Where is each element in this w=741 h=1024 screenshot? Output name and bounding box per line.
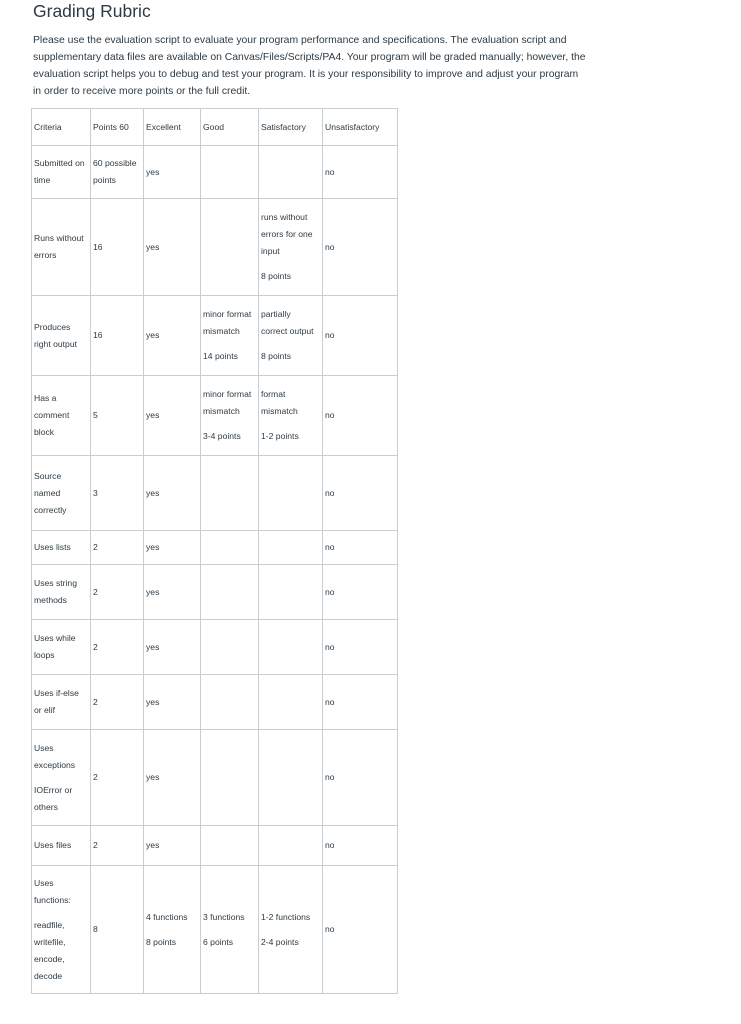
rubric-row: [32, 866, 398, 994]
cell-text: 5: [93, 410, 98, 420]
cell-text: or elif: [34, 705, 56, 715]
cell-text: minor format: [203, 389, 252, 399]
cell-text: Source: [34, 470, 62, 481]
good-cell: [201, 675, 259, 730]
rubric-header-row: [32, 109, 398, 146]
excellent-cell: [144, 146, 201, 199]
unsatisfactory-cell: [323, 199, 398, 296]
cell-text: 8 points: [146, 936, 177, 947]
rubric-row: [32, 376, 398, 456]
satisfactory-cell: [259, 296, 323, 376]
cell-text: 8 points: [261, 351, 292, 361]
cell-text: exceptions: [34, 759, 76, 770]
cell-text: yes: [146, 772, 160, 782]
cell-text: 2-4 points: [261, 936, 299, 947]
intro-paragraph: [33, 32, 633, 100]
cell-text: no: [325, 840, 335, 850]
good-cell: [201, 146, 259, 199]
cell-text: Uses lists: [34, 542, 71, 552]
excellent-cell: [144, 620, 201, 675]
cell-text: Uses while: [34, 633, 76, 643]
intro-line: evaluation script helps you to debug and test your program. It is your responsibility to improve and adjust your program: [33, 69, 579, 80]
satisfactory-cell: [259, 675, 323, 730]
header-unsatisfactory: Unsatisfactory: [323, 109, 398, 146]
satisfactory-cell: [259, 376, 323, 456]
cell-text: no: [325, 641, 335, 652]
cell-text: yes: [146, 166, 160, 177]
points-cell: [91, 146, 144, 199]
cell-text: 8 points: [261, 271, 292, 281]
cell-text: 4 functions: [146, 911, 188, 922]
points-cell: [91, 531, 144, 565]
excellent-cell: [144, 565, 201, 620]
excellent-cell: [144, 826, 201, 866]
excellent-cell: [144, 531, 201, 565]
satisfactory-cell: [259, 531, 323, 565]
header-criteria: Criteria: [32, 109, 91, 146]
criteria-cell: [32, 565, 91, 620]
cell-text: encode,: [34, 953, 65, 964]
unsatisfactory-cell: [323, 376, 398, 456]
rubric-row: [32, 296, 398, 376]
points-cell: [91, 730, 144, 826]
cell-text: 2: [93, 586, 98, 597]
cell-text: 16: [93, 241, 103, 252]
cell-text: functions:: [34, 894, 71, 905]
cell-text: mismatch: [203, 406, 240, 416]
cell-spacer: [261, 926, 320, 934]
cell-text: yes: [146, 241, 160, 252]
excellent-cell: [144, 866, 201, 994]
excellent-cell: [144, 296, 201, 376]
cell-text: input: [261, 246, 280, 256]
intro-line: supplementary data files are available on Canvas/Files/Scripts/PA4. Your program will be graded manually; however, the: [33, 52, 586, 63]
cell-text: minor format: [203, 309, 252, 319]
good-cell: [201, 565, 259, 620]
cell-text: no: [325, 410, 335, 420]
cell-text: yes: [146, 487, 160, 498]
rubric-row: [32, 620, 398, 675]
excellent-cell: [144, 675, 201, 730]
cell-text: no: [325, 487, 335, 498]
excellent-cell: [144, 730, 201, 826]
cell-text: yes: [146, 586, 160, 597]
cell-text: 16: [93, 330, 103, 340]
cell-text: 2: [93, 840, 98, 850]
cell-text: IOError or: [34, 784, 73, 795]
cell-text: others: [34, 801, 58, 812]
points-cell: [91, 376, 144, 456]
points-cell: [91, 296, 144, 376]
criteria-cell: [32, 866, 91, 994]
criteria-cell: [32, 456, 91, 531]
cell-text: 60 possible: [93, 158, 137, 168]
good-cell: [201, 620, 259, 675]
cell-text: 2: [93, 696, 98, 707]
cell-spacer: [34, 774, 88, 782]
criteria-cell: [32, 531, 91, 565]
cell-text: time: [34, 175, 51, 185]
rubric-table: [31, 108, 398, 994]
points-cell: [91, 675, 144, 730]
rubric-row: [32, 675, 398, 730]
intro-line: in order to receive more points or the full credit.: [33, 86, 251, 97]
cell-text: Uses if-else: [34, 688, 79, 698]
criteria-cell: [32, 146, 91, 199]
rubric-row: [32, 146, 398, 199]
unsatisfactory-cell: [323, 675, 398, 730]
satisfactory-cell: [259, 730, 323, 826]
unsatisfactory-cell: [323, 866, 398, 994]
criteria-cell: [32, 199, 91, 296]
cell-text: Uses: [34, 877, 54, 888]
criteria-cell: [32, 826, 91, 866]
satisfactory-cell: [259, 199, 323, 296]
cell-text: yes: [146, 330, 160, 340]
cell-text: no: [325, 542, 335, 552]
cell-text: Runs without: [34, 233, 84, 243]
cell-text: yes: [146, 641, 160, 652]
rubric-body: [32, 146, 398, 994]
good-cell: [201, 376, 259, 456]
good-cell: [201, 531, 259, 565]
cell-text: mismatch: [261, 406, 298, 416]
criteria-cell: [32, 620, 91, 675]
cell-text: Uses string: [34, 578, 77, 588]
cell-text: format: [261, 389, 286, 399]
good-cell: [201, 730, 259, 826]
cell-text: no: [325, 330, 335, 340]
cell-spacer: [34, 909, 88, 917]
rubric-row: [32, 531, 398, 565]
cell-spacer: [203, 340, 256, 348]
unsatisfactory-cell: [323, 531, 398, 565]
cell-text: errors: [34, 250, 57, 260]
unsatisfactory-cell: [323, 296, 398, 376]
satisfactory-cell: [259, 565, 323, 620]
cell-text: Submitted on: [34, 158, 85, 168]
cell-text: 6 points: [203, 936, 234, 947]
satisfactory-cell: [259, 146, 323, 199]
satisfactory-cell: [259, 620, 323, 675]
unsatisfactory-cell: [323, 146, 398, 199]
points-cell: [91, 199, 144, 296]
cell-text: loops: [34, 650, 55, 660]
good-cell: [201, 866, 259, 994]
cell-text: 8: [93, 924, 98, 934]
page-title: Grading Rubric: [33, 1, 151, 21]
cell-text: 3 functions: [203, 911, 245, 922]
cell-text: no: [325, 241, 335, 252]
cell-text: 2: [93, 772, 98, 782]
criteria-cell: [32, 296, 91, 376]
cell-spacer: [146, 926, 198, 934]
cell-text: methods: [34, 595, 67, 605]
criteria-cell: [32, 376, 91, 456]
points-cell: [91, 456, 144, 531]
cell-text: 3: [93, 487, 98, 498]
cell-text: errors for one: [261, 229, 313, 239]
satisfactory-cell: [259, 826, 323, 866]
cell-text: block: [34, 427, 55, 437]
cell-text: 2: [93, 542, 98, 552]
cell-text: yes: [146, 840, 160, 850]
cell-text: comment: [34, 410, 70, 420]
cell-text: no: [325, 924, 335, 934]
good-cell: [201, 456, 259, 531]
points-cell: [91, 620, 144, 675]
header-good: Good: [201, 109, 259, 146]
cell-text: 2: [93, 641, 98, 652]
rubric-row: [32, 456, 398, 531]
cell-text: Uses: [34, 742, 54, 753]
header-points: Points 60: [91, 109, 144, 146]
cell-text: readfile,: [34, 919, 65, 930]
satisfactory-cell: [259, 866, 323, 994]
criteria-cell: [32, 730, 91, 826]
good-cell: [201, 199, 259, 296]
rubric-row: [32, 565, 398, 620]
header-excellent: Excellent: [144, 109, 201, 146]
cell-text: yes: [146, 542, 160, 552]
cell-text: 1-2 points: [261, 431, 299, 441]
cell-text: right output: [34, 338, 77, 349]
cell-text: no: [325, 772, 335, 782]
points-cell: [91, 565, 144, 620]
rubric-row: [32, 826, 398, 866]
cell-text: decode: [34, 970, 63, 981]
good-cell: [201, 296, 259, 376]
cell-text: writefile,: [34, 936, 66, 947]
excellent-cell: [144, 376, 201, 456]
cell-text: named: [34, 487, 61, 498]
unsatisfactory-cell: [323, 565, 398, 620]
rubric-row: [32, 730, 398, 826]
header-satisfactory: Satisfactory: [259, 109, 323, 146]
points-cell: [91, 866, 144, 994]
cell-text: Has a: [34, 393, 57, 403]
unsatisfactory-cell: [323, 456, 398, 531]
unsatisfactory-cell: [323, 826, 398, 866]
cell-text: mismatch: [203, 326, 240, 336]
excellent-cell: [144, 199, 201, 296]
cell-spacer: [203, 420, 256, 428]
cell-text: runs without: [261, 212, 308, 222]
cell-text: correct output: [261, 326, 314, 336]
cell-text: Uses files: [34, 840, 72, 850]
unsatisfactory-cell: [323, 730, 398, 826]
cell-spacer: [261, 260, 320, 268]
good-cell: [201, 826, 259, 866]
cell-text: 3-4 points: [203, 431, 241, 441]
points-cell: [91, 826, 144, 866]
cell-text: 1-2 functions: [261, 911, 311, 922]
cell-spacer: [261, 340, 320, 348]
cell-text: yes: [146, 696, 160, 707]
cell-text: correctly: [34, 504, 67, 515]
unsatisfactory-cell: [323, 620, 398, 675]
cell-spacer: [203, 926, 256, 934]
cell-text: no: [325, 696, 335, 707]
cell-spacer: [261, 420, 320, 428]
cell-text: no: [325, 166, 335, 177]
rubric-row: [32, 199, 398, 296]
cell-text: partially: [261, 309, 291, 319]
criteria-cell: [32, 675, 91, 730]
cell-text: 14 points: [203, 351, 238, 361]
cell-text: yes: [146, 410, 160, 420]
excellent-cell: [144, 456, 201, 531]
cell-text: no: [325, 586, 335, 597]
cell-text: points: [93, 175, 116, 185]
intro-line: Please use the evaluation script to evaluate your program performance and specifications. The evaluation script and: [33, 35, 567, 46]
cell-text: Produces: [34, 321, 71, 332]
satisfactory-cell: [259, 456, 323, 531]
